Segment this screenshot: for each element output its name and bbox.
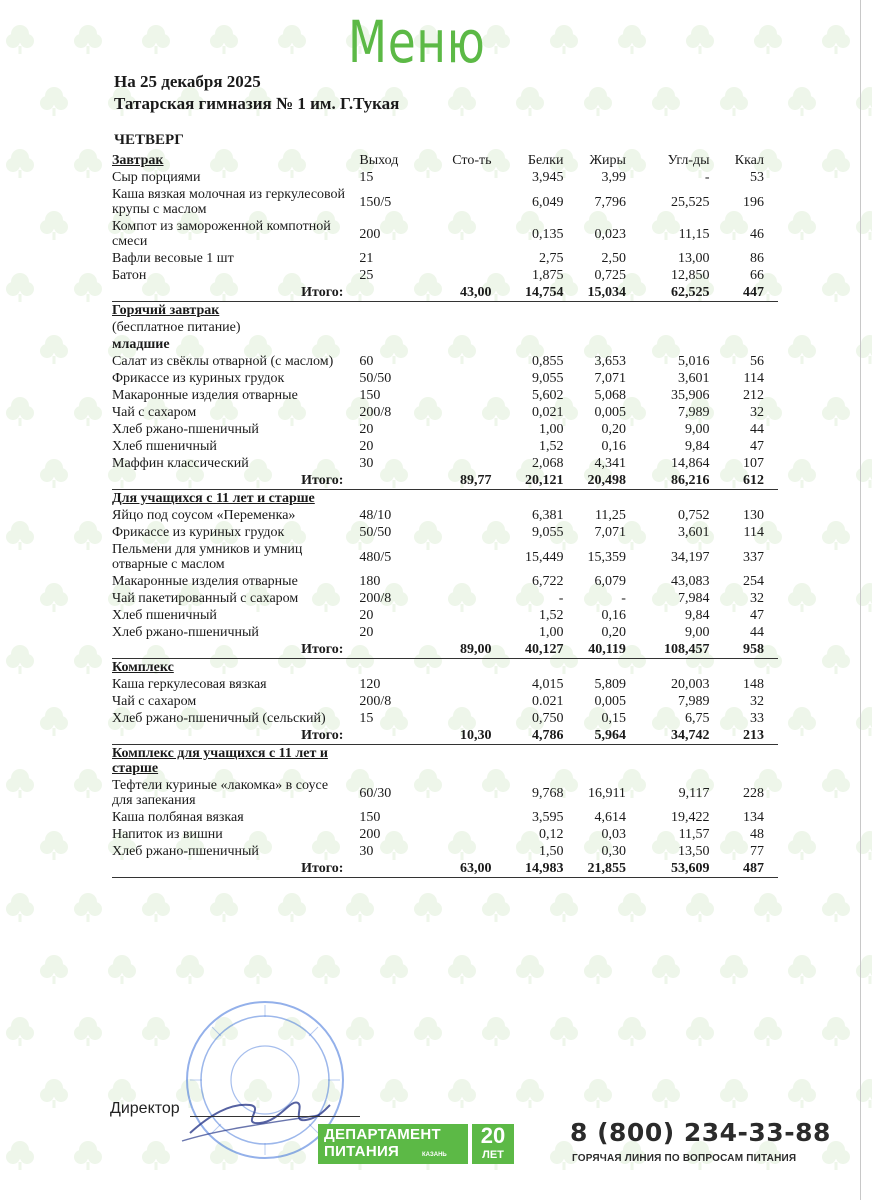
col-carbs: 12,850 [671, 268, 710, 283]
col-carbs: 34,197 [671, 549, 710, 565]
col-carbs: 9,00 [685, 625, 710, 640]
sub-row [112, 336, 778, 353]
col-output: 180 [359, 574, 381, 589]
table-row [112, 169, 778, 186]
dish-name: Хлеб ржано-пшеничный [112, 625, 259, 640]
col-fat: 7,071 [594, 525, 626, 540]
col-kcal: 32 [750, 591, 764, 606]
col-cost [435, 387, 491, 404]
total-label: Итого: [112, 641, 347, 659]
section-row [112, 302, 778, 320]
col-fat: 11,25 [594, 508, 626, 523]
table-row [112, 438, 778, 455]
col-kcal: 213 [710, 727, 778, 745]
col-carbs: 19,422 [671, 810, 710, 825]
column-header-output: Выход [359, 153, 399, 168]
table-row [112, 507, 778, 524]
col-fat: 6,079 [594, 574, 626, 589]
col-protein: 0.021 [531, 694, 564, 709]
column-header-fat: Жиры [589, 153, 626, 168]
table-row [112, 524, 778, 541]
col-carbs: 43,083 [671, 574, 710, 589]
dish-name: Макаронные изделия отварные [112, 574, 298, 589]
col-cost [435, 607, 491, 624]
dish-name: Компот из замороженной компотной смеси [112, 219, 331, 249]
col-protein: 14,754 [492, 284, 564, 302]
col-carbs: 7,989 [678, 405, 710, 420]
col-kcal: 612 [710, 472, 778, 490]
col-protein: 9,768 [531, 785, 564, 801]
col-fat: 0,725 [594, 268, 626, 283]
col-output [347, 727, 435, 745]
col-carbs: 9,117 [678, 785, 710, 801]
col-kcal: 33 [750, 711, 764, 726]
col-output: 20 [359, 608, 374, 623]
total-row [112, 727, 778, 745]
dish-name: Сыр порциями [112, 170, 201, 185]
col-output [347, 284, 435, 302]
dish-name: Фрикассе из куриных грудок [112, 371, 285, 386]
total-label: Итого: [112, 284, 347, 302]
col-kcal: 86 [750, 251, 764, 266]
col-cost [435, 421, 491, 438]
col-output: 60 [359, 354, 374, 369]
table-row [112, 455, 778, 472]
col-kcal: 32 [750, 694, 764, 709]
total-label: Итого: [112, 727, 347, 745]
col-cost [435, 250, 491, 267]
section-label: Для учащихся с 11 лет и старше [112, 491, 315, 506]
column-header-protein: Белки [527, 153, 564, 168]
col-kcal: 114 [743, 525, 764, 540]
col-protein: 14,983 [492, 860, 564, 878]
col-fat: 0,16 [601, 608, 626, 623]
col-protein: 9,055 [531, 371, 564, 386]
col-protein: - [558, 591, 564, 606]
col-cost [435, 507, 491, 524]
department-logo [318, 1124, 468, 1164]
col-carbs: 11,15 [678, 226, 710, 242]
col-fat: 0,30 [601, 844, 626, 859]
col-kcal: 77 [750, 844, 764, 859]
col-output: 20 [359, 439, 374, 454]
col-output: 15 [359, 170, 374, 185]
dish-name: Каша геркулесовая вязкая [112, 677, 267, 692]
anniversary-word: ЛЕТ [482, 1149, 504, 1161]
col-carbs: 34,742 [626, 727, 710, 745]
anniversary-number: 20 [480, 1123, 506, 1148]
table-row [112, 404, 778, 421]
total-row [112, 284, 778, 302]
col-fat: 7,796 [594, 194, 626, 210]
col-output [347, 472, 435, 490]
col-cost [435, 809, 491, 826]
table-row [112, 421, 778, 438]
total-row [112, 860, 778, 878]
table-row [112, 590, 778, 607]
col-output: 48/10 [359, 508, 392, 523]
table-row [112, 843, 778, 860]
col-fat: 5,809 [594, 677, 626, 692]
col-output: 20 [359, 625, 374, 640]
col-protein: 40,127 [492, 641, 564, 659]
col-kcal: 47 [750, 439, 764, 454]
col-cost [435, 169, 491, 186]
date-line: На 25 декабря 2025 [114, 72, 261, 91]
col-fat: 21,855 [563, 860, 625, 878]
col-fat: 15,359 [587, 549, 626, 565]
col-cost [435, 353, 491, 370]
section-row [112, 745, 778, 778]
col-kcal: 107 [743, 456, 764, 471]
total-label: Итого: [112, 472, 347, 490]
col-fat: 0,20 [601, 625, 626, 640]
col-fat: 5,068 [594, 388, 626, 403]
col-carbs: 35,906 [671, 388, 710, 403]
col-kcal: 66 [750, 268, 764, 283]
col-protein: 15,449 [524, 549, 564, 565]
col-fat: 2,50 [601, 251, 626, 266]
dish-name: Салат из свёклы отварной (с маслом) [112, 354, 334, 369]
col-output: 150 [359, 810, 381, 825]
col-cost [435, 693, 491, 710]
col-fat: 0,20 [601, 422, 626, 437]
table-row [112, 250, 778, 267]
col-cost [435, 455, 491, 472]
table-row [112, 387, 778, 404]
col-carbs: 9,00 [685, 422, 710, 437]
col-output: 25 [359, 268, 374, 283]
dish-name: Чай с сахаром [112, 405, 197, 420]
col-output: 200 [359, 827, 381, 842]
col-carbs: 6,75 [685, 711, 710, 726]
menu-table [112, 150, 778, 878]
col-fat: 3,99 [601, 170, 626, 185]
col-cost: 43,00 [435, 284, 491, 302]
table-row [112, 267, 778, 284]
section-label: Завтрак [112, 153, 164, 168]
col-fat: 5,964 [563, 727, 625, 745]
table-row [112, 573, 778, 590]
section-label: Комплекс [112, 660, 174, 675]
col-protein: 4,015 [531, 677, 564, 692]
col-output: 21 [359, 251, 374, 266]
col-cost [435, 186, 491, 218]
col-protein: 3,945 [531, 170, 564, 185]
col-cost: 89,00 [435, 641, 491, 659]
col-output: 30 [359, 844, 374, 859]
col-output: 50/50 [359, 525, 392, 540]
col-output: 200/8 [359, 591, 392, 606]
col-protein: 0,750 [531, 711, 564, 726]
col-protein: 1,52 [538, 608, 564, 623]
col-cost: 63,00 [435, 860, 491, 878]
col-protein: 4,786 [492, 727, 564, 745]
col-carbs: 3,601 [678, 371, 710, 386]
col-protein: 9,055 [531, 525, 564, 540]
dish-name: Вафли весовые 1 шт [112, 251, 234, 266]
col-kcal: 44 [750, 422, 764, 437]
dish-name: Яйцо под соусом «Переменка» [112, 508, 296, 523]
col-cost [435, 267, 491, 284]
dish-name: Хлеб ржано-пшеничный (сельский) [112, 711, 326, 726]
col-output: 15 [359, 711, 374, 726]
col-carbs: 62,525 [626, 284, 710, 302]
dish-name: Хлеб пшеничный [112, 608, 217, 623]
table-row [112, 693, 778, 710]
col-kcal: 958 [710, 641, 778, 659]
col-kcal: 337 [743, 549, 764, 565]
col-cost [435, 826, 491, 843]
table-row [112, 218, 778, 250]
anniversary-badge [472, 1124, 514, 1164]
table-row [112, 607, 778, 624]
dish-name: Маффин классический [112, 456, 249, 471]
table-row [112, 353, 778, 370]
table-row [112, 370, 778, 387]
dish-name: Чай с сахаром [112, 694, 197, 709]
section-row [112, 659, 778, 677]
col-fat: 0,16 [601, 439, 626, 454]
col-output: 480/5 [359, 549, 392, 565]
col-output: 120 [359, 677, 381, 692]
col-protein: 1,00 [538, 625, 564, 640]
col-carbs: 7,984 [678, 591, 710, 606]
dish-name: Хлеб пшеничный [112, 439, 217, 454]
dish-name: Батон [112, 268, 147, 283]
col-carbs: 20,003 [671, 677, 710, 692]
col-output: 200/8 [359, 405, 392, 420]
col-carbs: 0,752 [678, 508, 710, 523]
col-protein: 6,381 [531, 508, 564, 523]
col-carbs: 7,989 [678, 694, 710, 709]
col-kcal: 46 [750, 226, 764, 242]
col-fat: 0,023 [594, 226, 626, 242]
dish-name: Пельмени для умников и умниц отварные с маслом [112, 542, 303, 572]
col-protein: 1,875 [531, 268, 564, 283]
dept-name-line2: ПИТАНИЯ [324, 1143, 400, 1160]
col-fat: 7,071 [594, 371, 626, 386]
col-protein: 0,12 [538, 827, 564, 842]
col-fat: 0,03 [601, 827, 626, 842]
col-cost [435, 524, 491, 541]
col-protein: 20,121 [492, 472, 564, 490]
page-edge [860, 0, 861, 1200]
col-protein: 1,00 [538, 422, 564, 437]
total-label: Итого: [112, 860, 347, 878]
col-protein: 3,595 [531, 810, 564, 825]
col-cost [435, 676, 491, 693]
col-kcal: 44 [750, 625, 764, 640]
col-fat: 3,653 [594, 354, 626, 369]
dish-name: Тефтели куриные «лакомка» в соусе для запекания [112, 778, 329, 808]
column-header-cost: Сто-ть [452, 153, 492, 168]
column-header-carbs: Угл-ды [667, 153, 710, 168]
col-fat: 0,005 [594, 694, 626, 709]
total-row [112, 641, 778, 659]
col-carbs: 13,50 [678, 844, 710, 859]
school-name: Татарская гимназия № 1 им. Г.Тукая [114, 94, 400, 113]
section-label: Горячий завтрак [112, 303, 220, 318]
col-cost [435, 624, 491, 641]
col-kcal: 114 [743, 371, 764, 386]
col-kcal: 56 [750, 354, 764, 369]
col-cost [435, 218, 491, 250]
col-protein: 0,135 [531, 226, 564, 242]
col-protein: 5,602 [531, 388, 564, 403]
col-kcal: 447 [710, 284, 778, 302]
col-cost [435, 404, 491, 421]
col-kcal: 32 [750, 405, 764, 420]
col-output: 60/30 [359, 785, 392, 801]
col-kcal: 48 [750, 827, 764, 842]
director-label: Директор [110, 1100, 180, 1117]
column-header-kcal: Ккал [734, 153, 764, 168]
col-protein: 2,75 [538, 251, 564, 266]
table-row [112, 809, 778, 826]
col-protein: 0,021 [531, 405, 564, 420]
dish-name: Макаронные изделия отварные [112, 388, 298, 403]
col-fat: 0,15 [601, 711, 626, 726]
dept-city: КАЗАНЬ [422, 1152, 447, 1158]
col-carbs: 86,216 [626, 472, 710, 490]
sub-label: младшие [112, 337, 170, 352]
col-cost [435, 590, 491, 607]
hotline-phone: 8 (800) 234-33-88 [570, 1118, 831, 1147]
table-row [112, 826, 778, 843]
col-output: 20 [359, 422, 374, 437]
col-output: 200 [359, 226, 381, 242]
col-kcal: 53 [750, 170, 764, 185]
col-carbs: 9,84 [685, 439, 710, 454]
col-carbs: 9,84 [685, 608, 710, 623]
col-cost: 89,77 [435, 472, 491, 490]
col-kcal: 254 [743, 574, 764, 589]
col-kcal: 47 [750, 608, 764, 623]
col-kcal: 228 [743, 785, 764, 801]
col-carbs: 5,016 [678, 354, 710, 369]
col-output [347, 641, 435, 659]
dish-name: Напиток из вишни [112, 827, 223, 842]
col-kcal: 134 [743, 810, 764, 825]
table-row [112, 777, 778, 809]
col-kcal: 487 [710, 860, 778, 878]
day-of-week: ЧЕТВЕРГ [114, 132, 184, 148]
col-fat: - [621, 591, 626, 606]
section-label: Комплекс для учащихся с 11 лет и старше [112, 746, 328, 776]
dept-name-line1: ДЕПАРТАМЕНТ [324, 1126, 441, 1143]
col-cost [435, 541, 491, 573]
col-protein: 1,52 [538, 439, 564, 454]
col-protein: 1,50 [538, 844, 564, 859]
col-fat: 4,614 [594, 810, 626, 825]
col-fat: 4,341 [594, 456, 626, 471]
dish-name: Каша полбяная вязкая [112, 810, 244, 825]
hotline-caption: ГОРЯЧАЯ ЛИНИЯ ПО ВОПРОСАМ ПИТАНИЯ [572, 1153, 797, 1164]
col-protein: 2,068 [531, 456, 564, 471]
signature-line [190, 1116, 360, 1117]
col-protein: 6,722 [531, 574, 564, 589]
col-fat: 40,119 [563, 641, 625, 659]
col-fat: 0,005 [594, 405, 626, 420]
col-cost [435, 370, 491, 387]
col-carbs: 108,457 [626, 641, 710, 659]
col-cost: 10,30 [435, 727, 491, 745]
section-row [112, 490, 778, 508]
col-kcal: 212 [743, 388, 764, 403]
note-label: (бесплатное питание) [112, 320, 241, 335]
col-output: 150/5 [359, 194, 392, 210]
col-output: 30 [359, 456, 374, 471]
col-carbs: 14,864 [671, 456, 710, 471]
dish-name: Хлеб ржано-пшеничный [112, 422, 259, 437]
dish-name: Фрикассе из куриных грудок [112, 525, 285, 540]
total-row [112, 472, 778, 490]
dish-name: Чай пакетированный с сахаром [112, 591, 299, 606]
table-row [112, 710, 778, 727]
col-cost [435, 438, 491, 455]
col-fat: 15,034 [563, 284, 625, 302]
col-carbs: 11,57 [678, 827, 710, 842]
col-cost [435, 843, 491, 860]
col-carbs: 13,00 [678, 251, 710, 266]
table-row [112, 676, 778, 693]
col-fat: 16,911 [587, 785, 626, 801]
col-carbs: - [704, 170, 710, 185]
col-carbs: 53,609 [626, 860, 710, 878]
col-kcal: 148 [743, 677, 764, 692]
col-fat: 20,498 [563, 472, 625, 490]
table-row [112, 541, 778, 573]
dish-name: Каша вязкая молочная из геркулесовой крупы с маслом [112, 187, 346, 217]
col-cost [435, 573, 491, 590]
col-protein: 6,049 [531, 194, 564, 210]
col-cost [435, 710, 491, 727]
col-carbs: 25,525 [671, 194, 710, 210]
section-row [112, 150, 778, 169]
col-output: 150 [359, 388, 381, 403]
col-protein: 0,855 [531, 354, 564, 369]
col-output: 200/8 [359, 694, 392, 709]
dish-name: Хлеб ржано-пшеничный [112, 844, 259, 859]
page-title: Меню [348, 8, 486, 76]
table-row [112, 186, 778, 218]
col-output [347, 860, 435, 878]
table-row [112, 624, 778, 641]
col-cost [435, 777, 491, 809]
col-carbs: 3,601 [678, 525, 710, 540]
note-row [112, 319, 778, 336]
col-kcal: 130 [743, 508, 764, 523]
col-kcal: 196 [743, 194, 764, 210]
col-output: 50/50 [359, 371, 392, 386]
